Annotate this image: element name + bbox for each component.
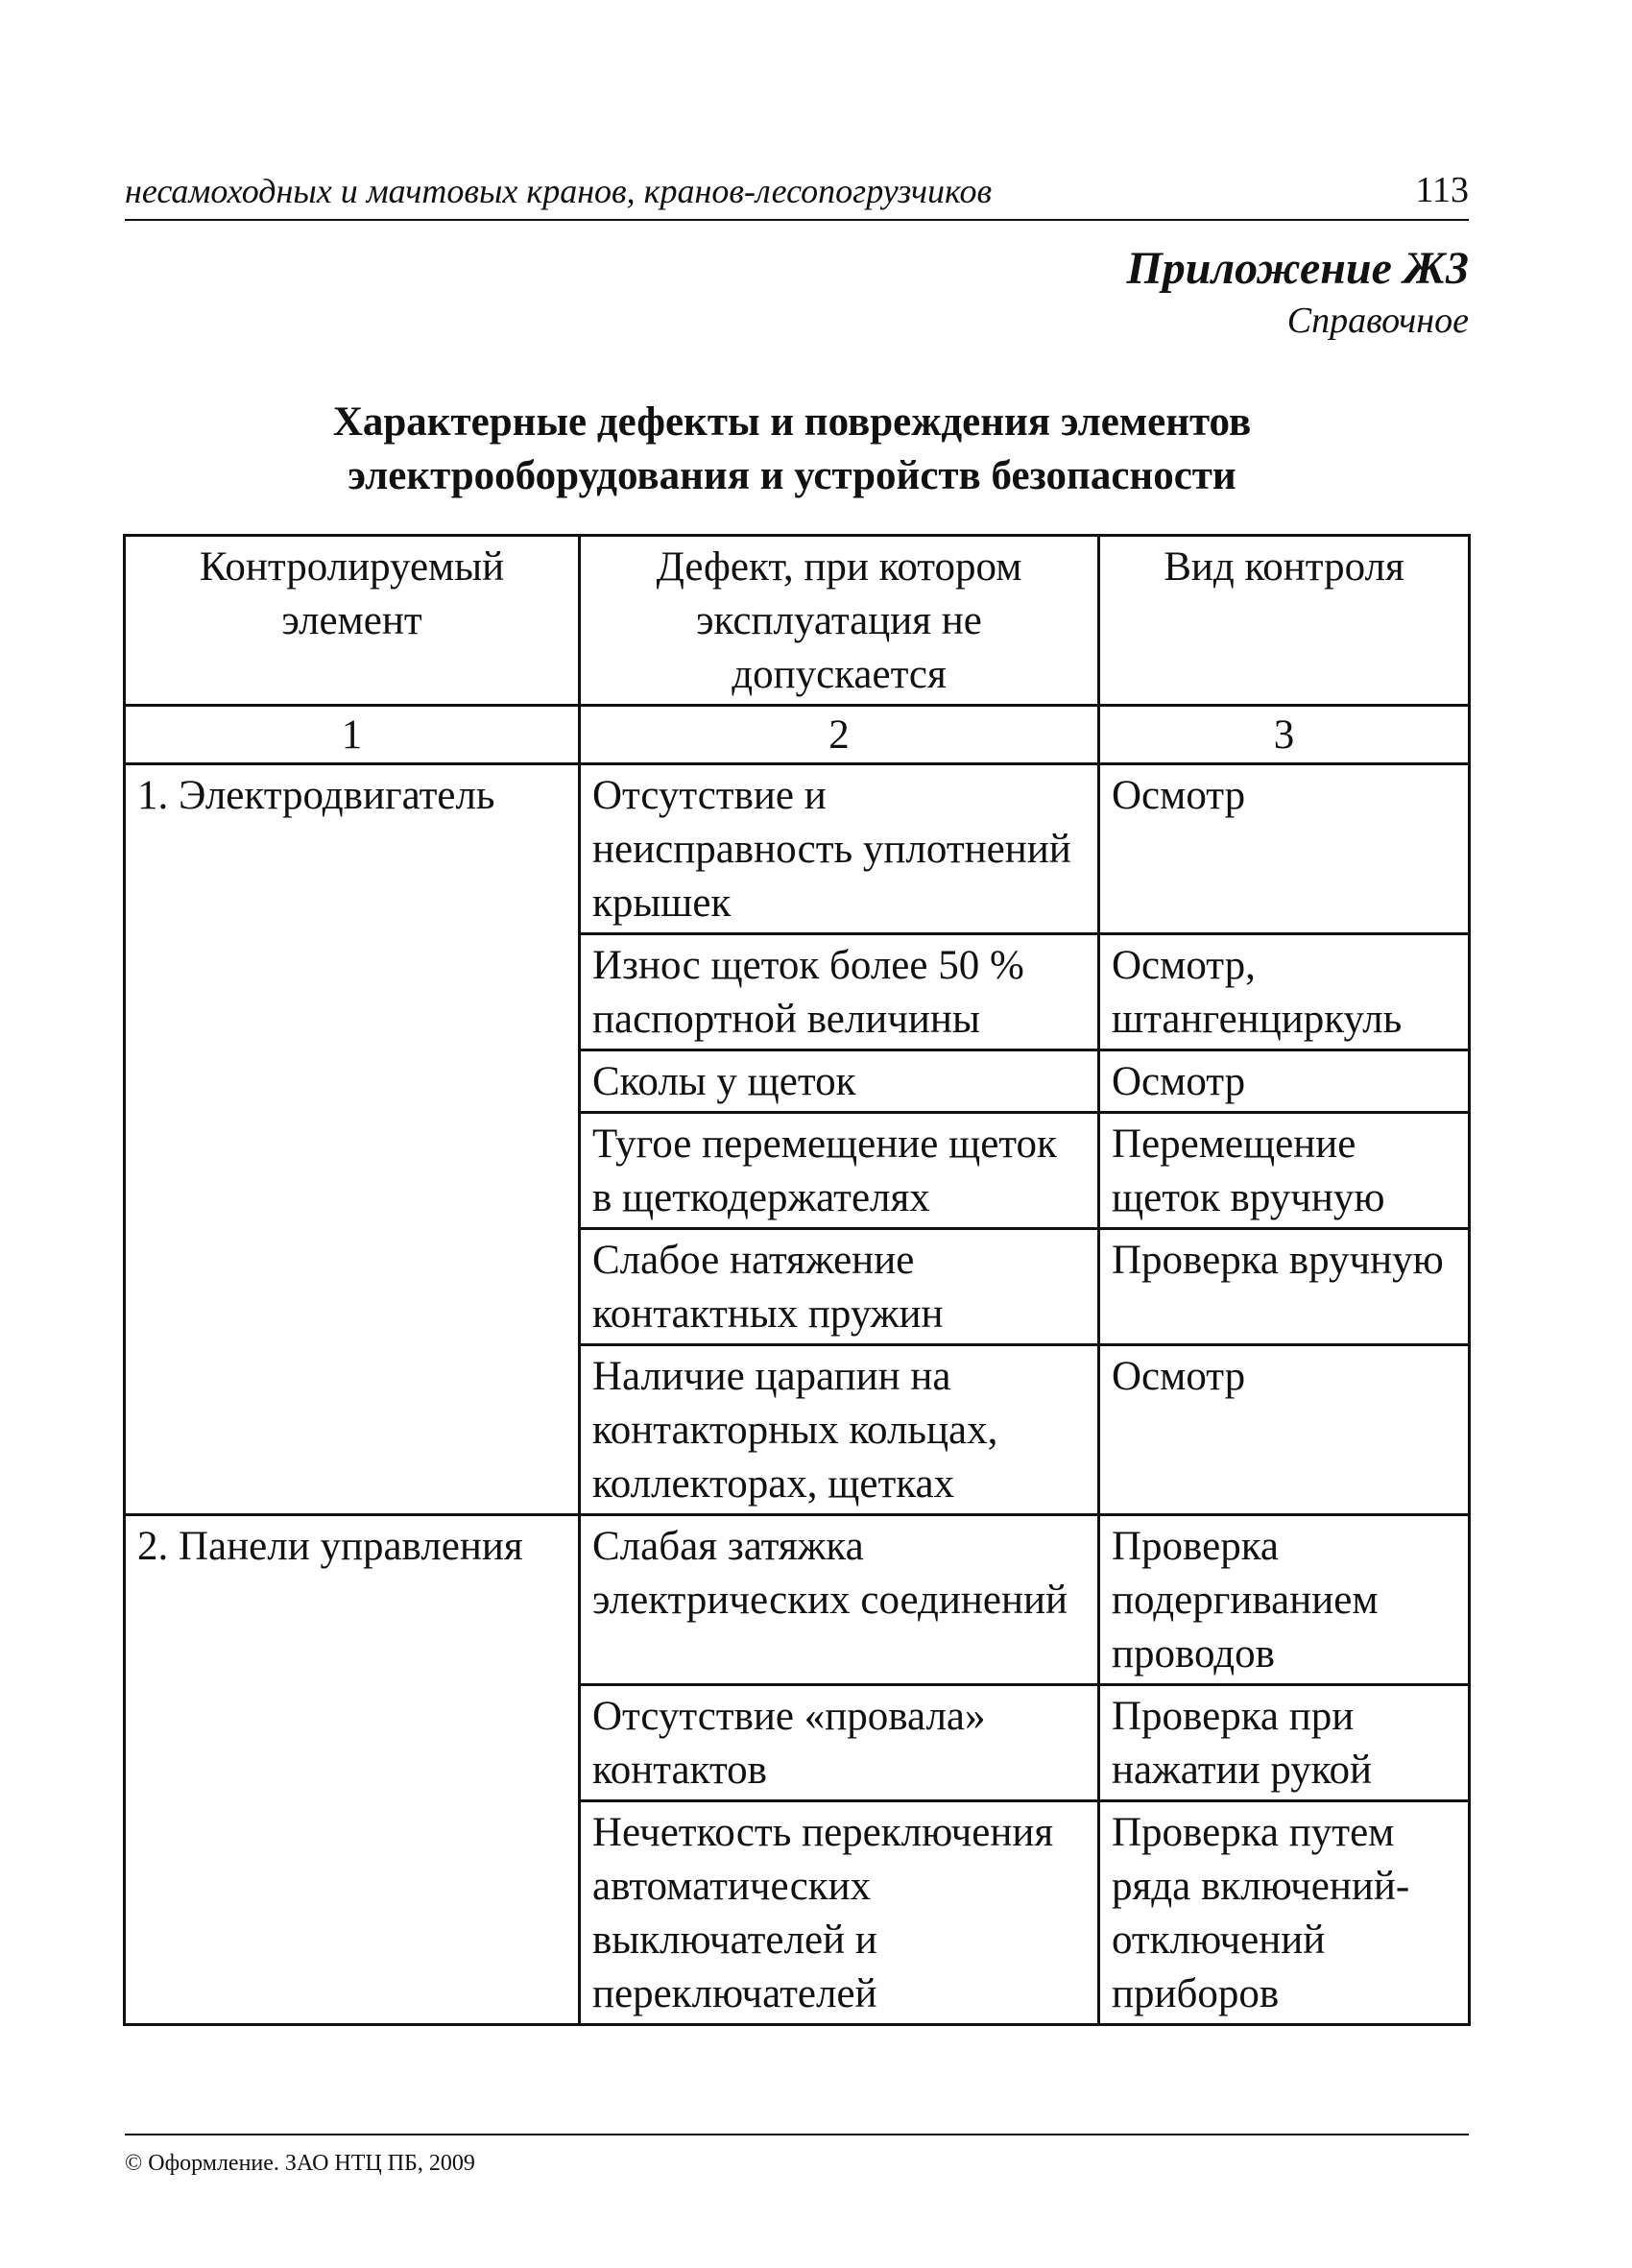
defect-cell: Нечеткость переключения автоматических выключателей и переключателей	[580, 1801, 1099, 2025]
defect-cell: Отсутствие и неисправность уплотнений крышек	[580, 764, 1099, 934]
appendix-title: Приложение Ж3	[1126, 243, 1469, 294]
control-cell: Проверка подергиванием проводов	[1099, 1515, 1470, 1685]
table-header-row	[125, 536, 1470, 706]
column-number-row	[125, 706, 1470, 764]
defects-table	[123, 534, 1471, 2026]
defect-cell: Слабая затяжка электрических соединений	[580, 1515, 1099, 1685]
control-cell: Осмотр	[1099, 1050, 1470, 1113]
table-row	[125, 764, 1470, 934]
control-cell: Осмотр	[1099, 1345, 1470, 1515]
control-cell: Проверка вручную	[1099, 1229, 1470, 1345]
control-cell: Осмотр	[1099, 764, 1470, 934]
control-cell: Проверка при нажатии рукой	[1099, 1685, 1470, 1801]
control-cell: Осмотр, штангенциркуль	[1099, 934, 1470, 1050]
copyright-notice: © Оформление. ЗАО НТЦ ПБ, 2009	[125, 2151, 475, 2176]
defect-cell: Износ щеток более 50 % паспортной величины	[580, 934, 1099, 1050]
running-title: несамоходных и мачтовых кранов, кранов-лесопогрузчиков	[125, 172, 993, 210]
page-number: 113	[1415, 170, 1469, 210]
control-cell: Проверка путем ряда включений-отключений приборов	[1099, 1801, 1470, 2025]
header-control: Вид контроля	[1099, 536, 1470, 706]
header-defect: Дефект, при котором эксплуатация не допускается	[580, 536, 1099, 706]
element-cell: 1. Электродвигатель	[125, 764, 580, 1515]
control-cell: Перемещение щеток вручную	[1099, 1113, 1470, 1229]
header-element: Контролируемый элемент	[125, 536, 580, 706]
element-cell: 2. Панели управления	[125, 1515, 580, 2025]
heading-line-2: электрооборудования и устройств безопасности	[348, 453, 1236, 498]
column-number: 3	[1099, 706, 1470, 764]
document-heading	[192, 396, 1392, 503]
defect-cell: Тугое перемещение щеток в щеткодержателях	[580, 1113, 1099, 1229]
heading-line-1: Характерные дефекты и повреждения элементов	[332, 399, 1252, 445]
defect-cell: Наличие царапин на контакторных кольцах, коллекторах, щетках	[580, 1345, 1099, 1515]
column-number: 1	[125, 706, 580, 764]
column-number: 2	[580, 706, 1099, 764]
table-row	[125, 1515, 1470, 1685]
appendix-subtitle: Справочное	[1286, 301, 1469, 341]
defect-cell: Сколы у щеток	[580, 1050, 1099, 1113]
defect-cell: Слабое натяжение контактных пружин	[580, 1229, 1099, 1345]
running-header	[125, 165, 1469, 221]
footer-divider	[125, 2134, 1469, 2135]
defect-cell: Отсутствие «провала» контактов	[580, 1685, 1099, 1801]
